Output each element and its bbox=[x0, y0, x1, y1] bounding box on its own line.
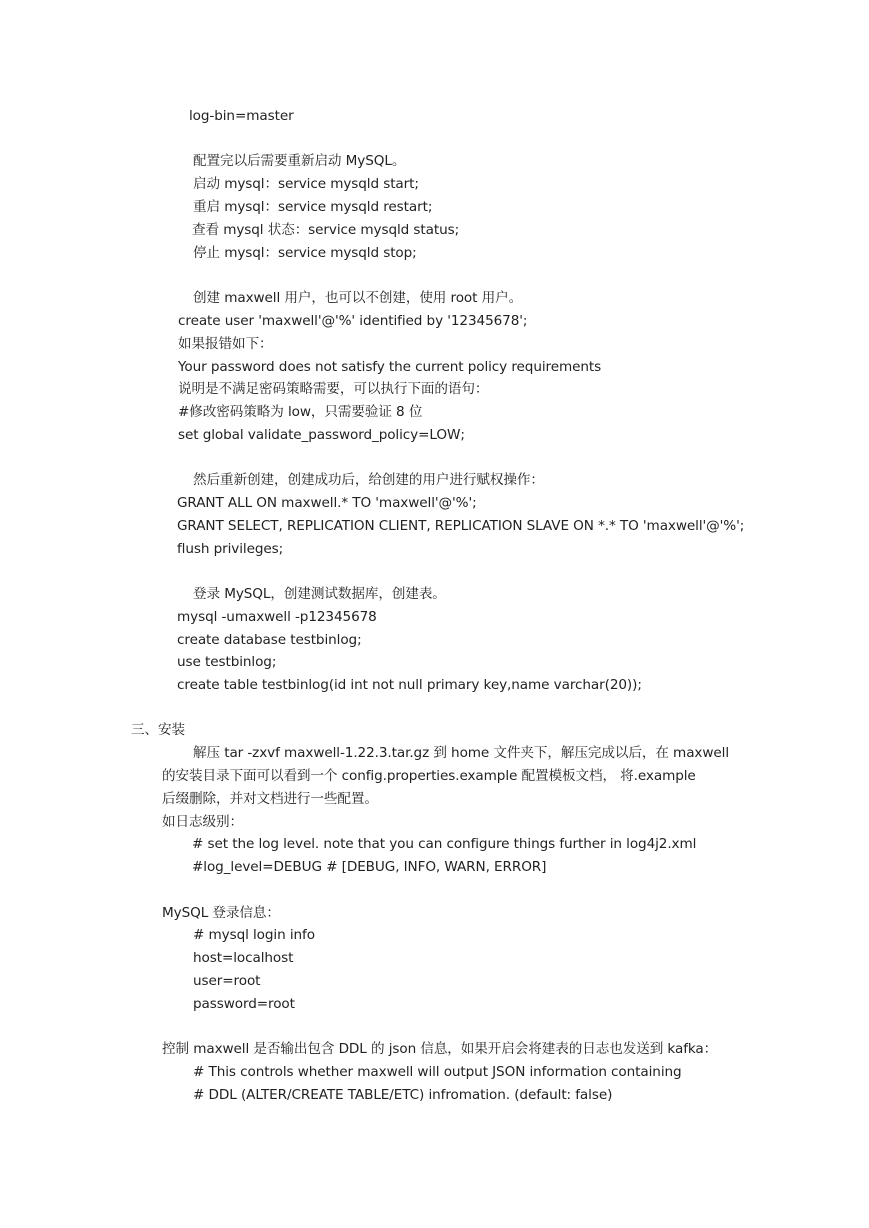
paragraph-line: 创建 maxwell 用户，也可以不创建，使用 root 用户。 bbox=[193, 290, 523, 306]
config-line: # DDL (ALTER/CREATE TABLE/ETC) infromation. (default: false) bbox=[193, 1087, 613, 1103]
error-message-line: Your password does not satisfy the current policy requirements bbox=[178, 359, 602, 375]
config-line: password=root bbox=[193, 996, 295, 1012]
sql-line: create database testbinlog; bbox=[177, 632, 362, 648]
sql-line: create table testbinlog(id int not null primary key,name varchar(20)); bbox=[177, 677, 642, 693]
paragraph-line: 后缀删除，并对文档进行一些配置。 bbox=[162, 791, 378, 807]
paragraph-line: 如果报错如下： bbox=[178, 336, 273, 352]
sql-line: GRANT ALL ON maxwell.* TO 'maxwell'@'%'; bbox=[177, 495, 477, 511]
command-line: mysql -umaxwell -p12345678 bbox=[177, 609, 377, 625]
paragraph-line: MySQL 登录信息： bbox=[162, 905, 280, 921]
paragraph-line: 说明是不满足密码策略需要，可以执行下面的语句： bbox=[178, 381, 489, 397]
command-line: 查看 mysql 状态：service mysqld status; bbox=[192, 222, 460, 238]
command-line: 启动 mysql：service mysqld start; bbox=[193, 176, 419, 192]
paragraph-line: 登录 MySQL，创建测试数据库，创建表。 bbox=[193, 586, 446, 602]
sql-line: GRANT SELECT, REPLICATION CLIENT, REPLICATION SLAVE ON *.* TO 'maxwell'@'%'; bbox=[177, 518, 745, 534]
sql-line: create user 'maxwell'@'%' identified by '12345678'; bbox=[178, 313, 528, 329]
config-line: #log_level=DEBUG # [DEBUG, INFO, WARN, ERROR] bbox=[192, 859, 547, 875]
section-heading: 三、安装 bbox=[131, 722, 185, 738]
config-line: log-bin=master bbox=[189, 108, 294, 124]
paragraph-line: 解压 tar -zxvf maxwell-1.22.3.tar.gz 到 home 文件夹下，解压完成以后，在 maxwell bbox=[193, 745, 730, 761]
config-line: # This controls whether maxwell will output JSON information containing bbox=[193, 1064, 682, 1080]
paragraph-line: 配置完以后需要重新启动 MySQL。 bbox=[193, 153, 406, 169]
paragraph-line: 然后重新创建，创建成功后，给创建的用户进行赋权操作： bbox=[193, 472, 544, 488]
config-line: # set the log level. note that you can configure things further in log4j2.xml bbox=[192, 836, 697, 852]
comment-line: #修改密码策略为 low，只需要验证 8 位 bbox=[178, 404, 423, 420]
sql-line: flush privileges; bbox=[177, 541, 284, 557]
sql-line: set global validate_password_policy=LOW; bbox=[178, 427, 465, 443]
command-line: 停止 mysql：service mysqld stop; bbox=[193, 245, 417, 261]
command-line: 重启 mysql：service mysqld restart; bbox=[193, 199, 433, 215]
paragraph-line: 控制 maxwell 是否输出包含 DDL 的 json 信息，如果开启会将建表的日志也发送到 kafka： bbox=[162, 1041, 718, 1057]
sql-line: use testbinlog; bbox=[177, 654, 277, 670]
config-line: # mysql login info bbox=[193, 927, 315, 943]
config-line: user=root bbox=[193, 973, 261, 989]
paragraph-line: 的安装目录下面可以看到一个 config.properties.example 配置模板文档， 将.example bbox=[162, 768, 696, 784]
paragraph-line: 如日志级别： bbox=[162, 814, 243, 830]
config-line: host=localhost bbox=[193, 950, 294, 966]
